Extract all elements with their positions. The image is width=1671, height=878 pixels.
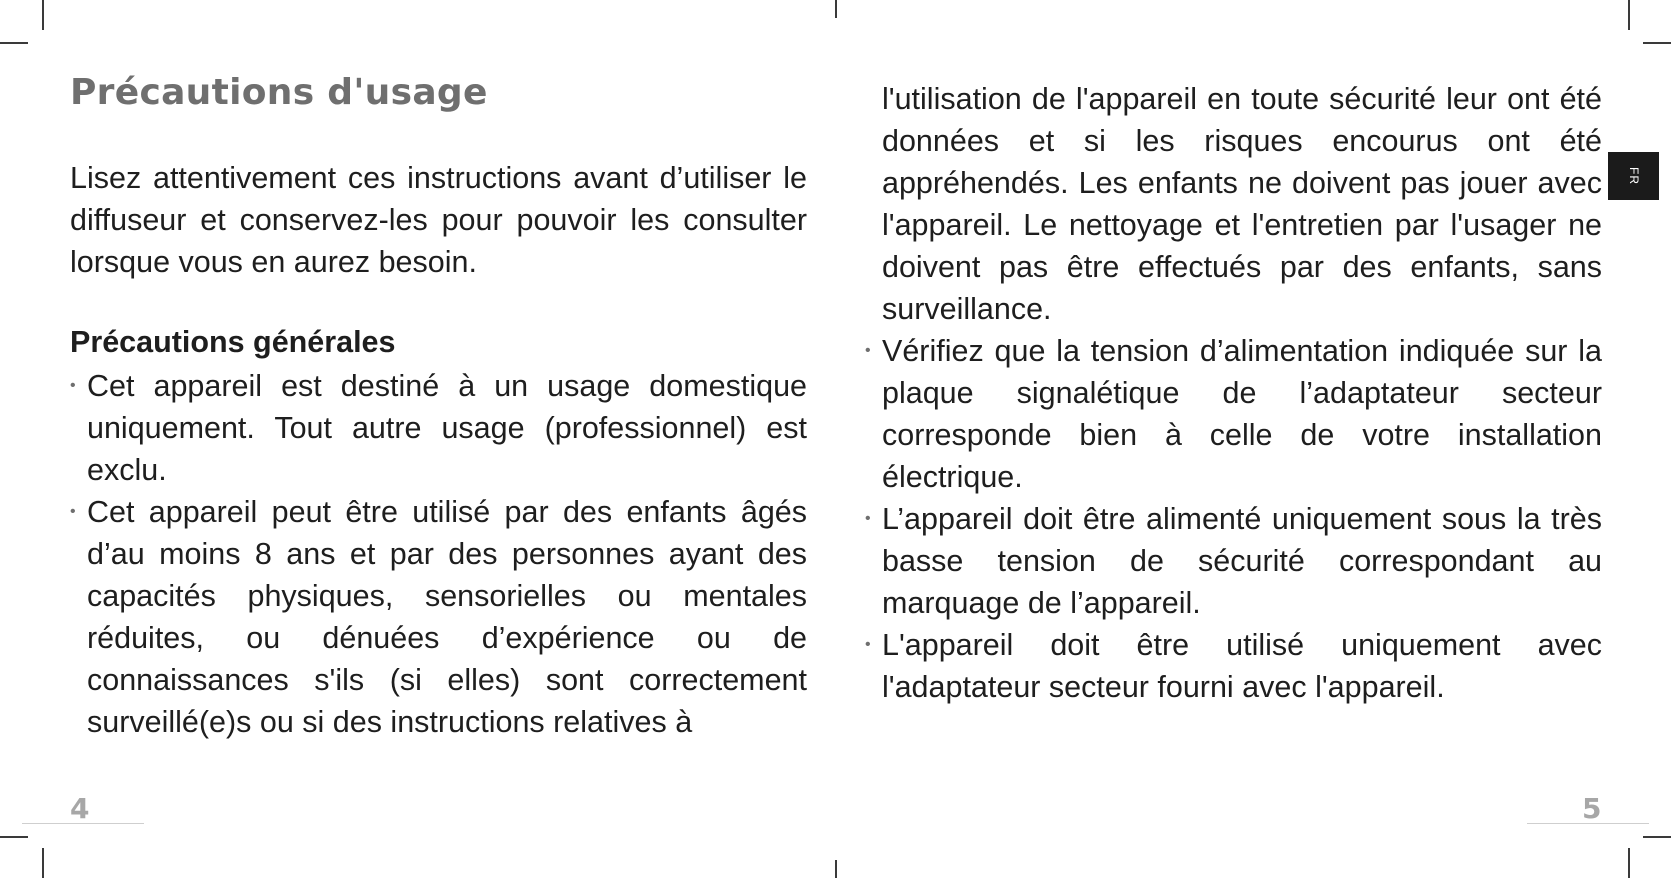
bullet-icon: • [865,342,871,359]
page-title: Précautions d'usage [70,72,488,113]
list-item-text: Vérifiez que la tension d’alimentation indiquée sur la plaque signalétique de l’adaptateur secteur corresponde bien à celle de votre installation électrique. [882,334,1602,494]
list-item [865,498,1602,624]
list-item [865,624,1602,708]
list-item-text: Cet appareil peut être utilisé par des enfants âgés d’au moins 8 ans et par des personnes ayant des capacités physiques, sensorielles ou mentales réduites, ou dénuées d’expérience ou de connaissances s'ils (si elles) sont correctement surveillé(e)s ou si des instructions relatives à [87,495,807,739]
language-tab-label: FR [1626,167,1641,185]
crop-mark-top-right [1628,0,1630,30]
bullet-icon: • [70,503,76,520]
crop-mark-bottom-center [835,860,837,878]
crop-mark-bottom-left-h [0,836,28,838]
list-item-text: Cet appareil est destiné à un usage domestique uniquement. Tout autre usage (professionnel) est exclu. [87,369,807,487]
list-item [865,330,1602,498]
crop-mark-top-center [835,0,837,18]
bullet-icon: • [865,510,871,527]
bullet-icon: • [865,636,871,653]
right-page [865,78,1602,708]
intro-paragraph: Lisez attentivement ces instructions avant d’utiliser le diffuseur et conservez-les pour pouvoir les consulter lorsque vous en aurez besoin. [70,161,807,279]
crop-mark-top-left [42,0,44,30]
left-bullet-list [70,365,807,743]
crop-mark-bottom-right [1628,848,1630,878]
list-item [70,365,807,491]
right-bullet-list [865,330,1602,708]
left-page-number: 4 [70,792,90,825]
continued-paragraph: l'utilisation de l'appareil en toute sécurité leur ont été données et si les risques encourus ont été appréhendés. Les enfants ne doivent pas jouer avec l'appareil. Le nettoyage et l'entretien par l'usager ne doivent pas être effectués par des enfants, sans surveillance. [882,82,1602,326]
section-heading: Précautions générales [70,325,396,359]
bullet-icon: • [70,377,76,394]
list-item-text: L'appareil doit être utilisé uniquement avec l'adaptateur secteur fourni avec l'appareil. [882,628,1602,704]
list-item-text: L’appareil doit être alimenté uniquement sous la très basse tension de sécurité correspondant au marquage de l’appareil. [882,502,1602,620]
left-page [70,72,807,743]
right-page-number: 5 [1582,792,1602,825]
crop-mark-bottom-left [42,848,44,878]
list-item [70,491,807,743]
crop-mark-top-right-h [1643,42,1671,44]
crop-mark-bottom-right-h [1643,836,1671,838]
crop-mark-top-left-h [0,42,28,44]
language-tab [1608,152,1659,200]
